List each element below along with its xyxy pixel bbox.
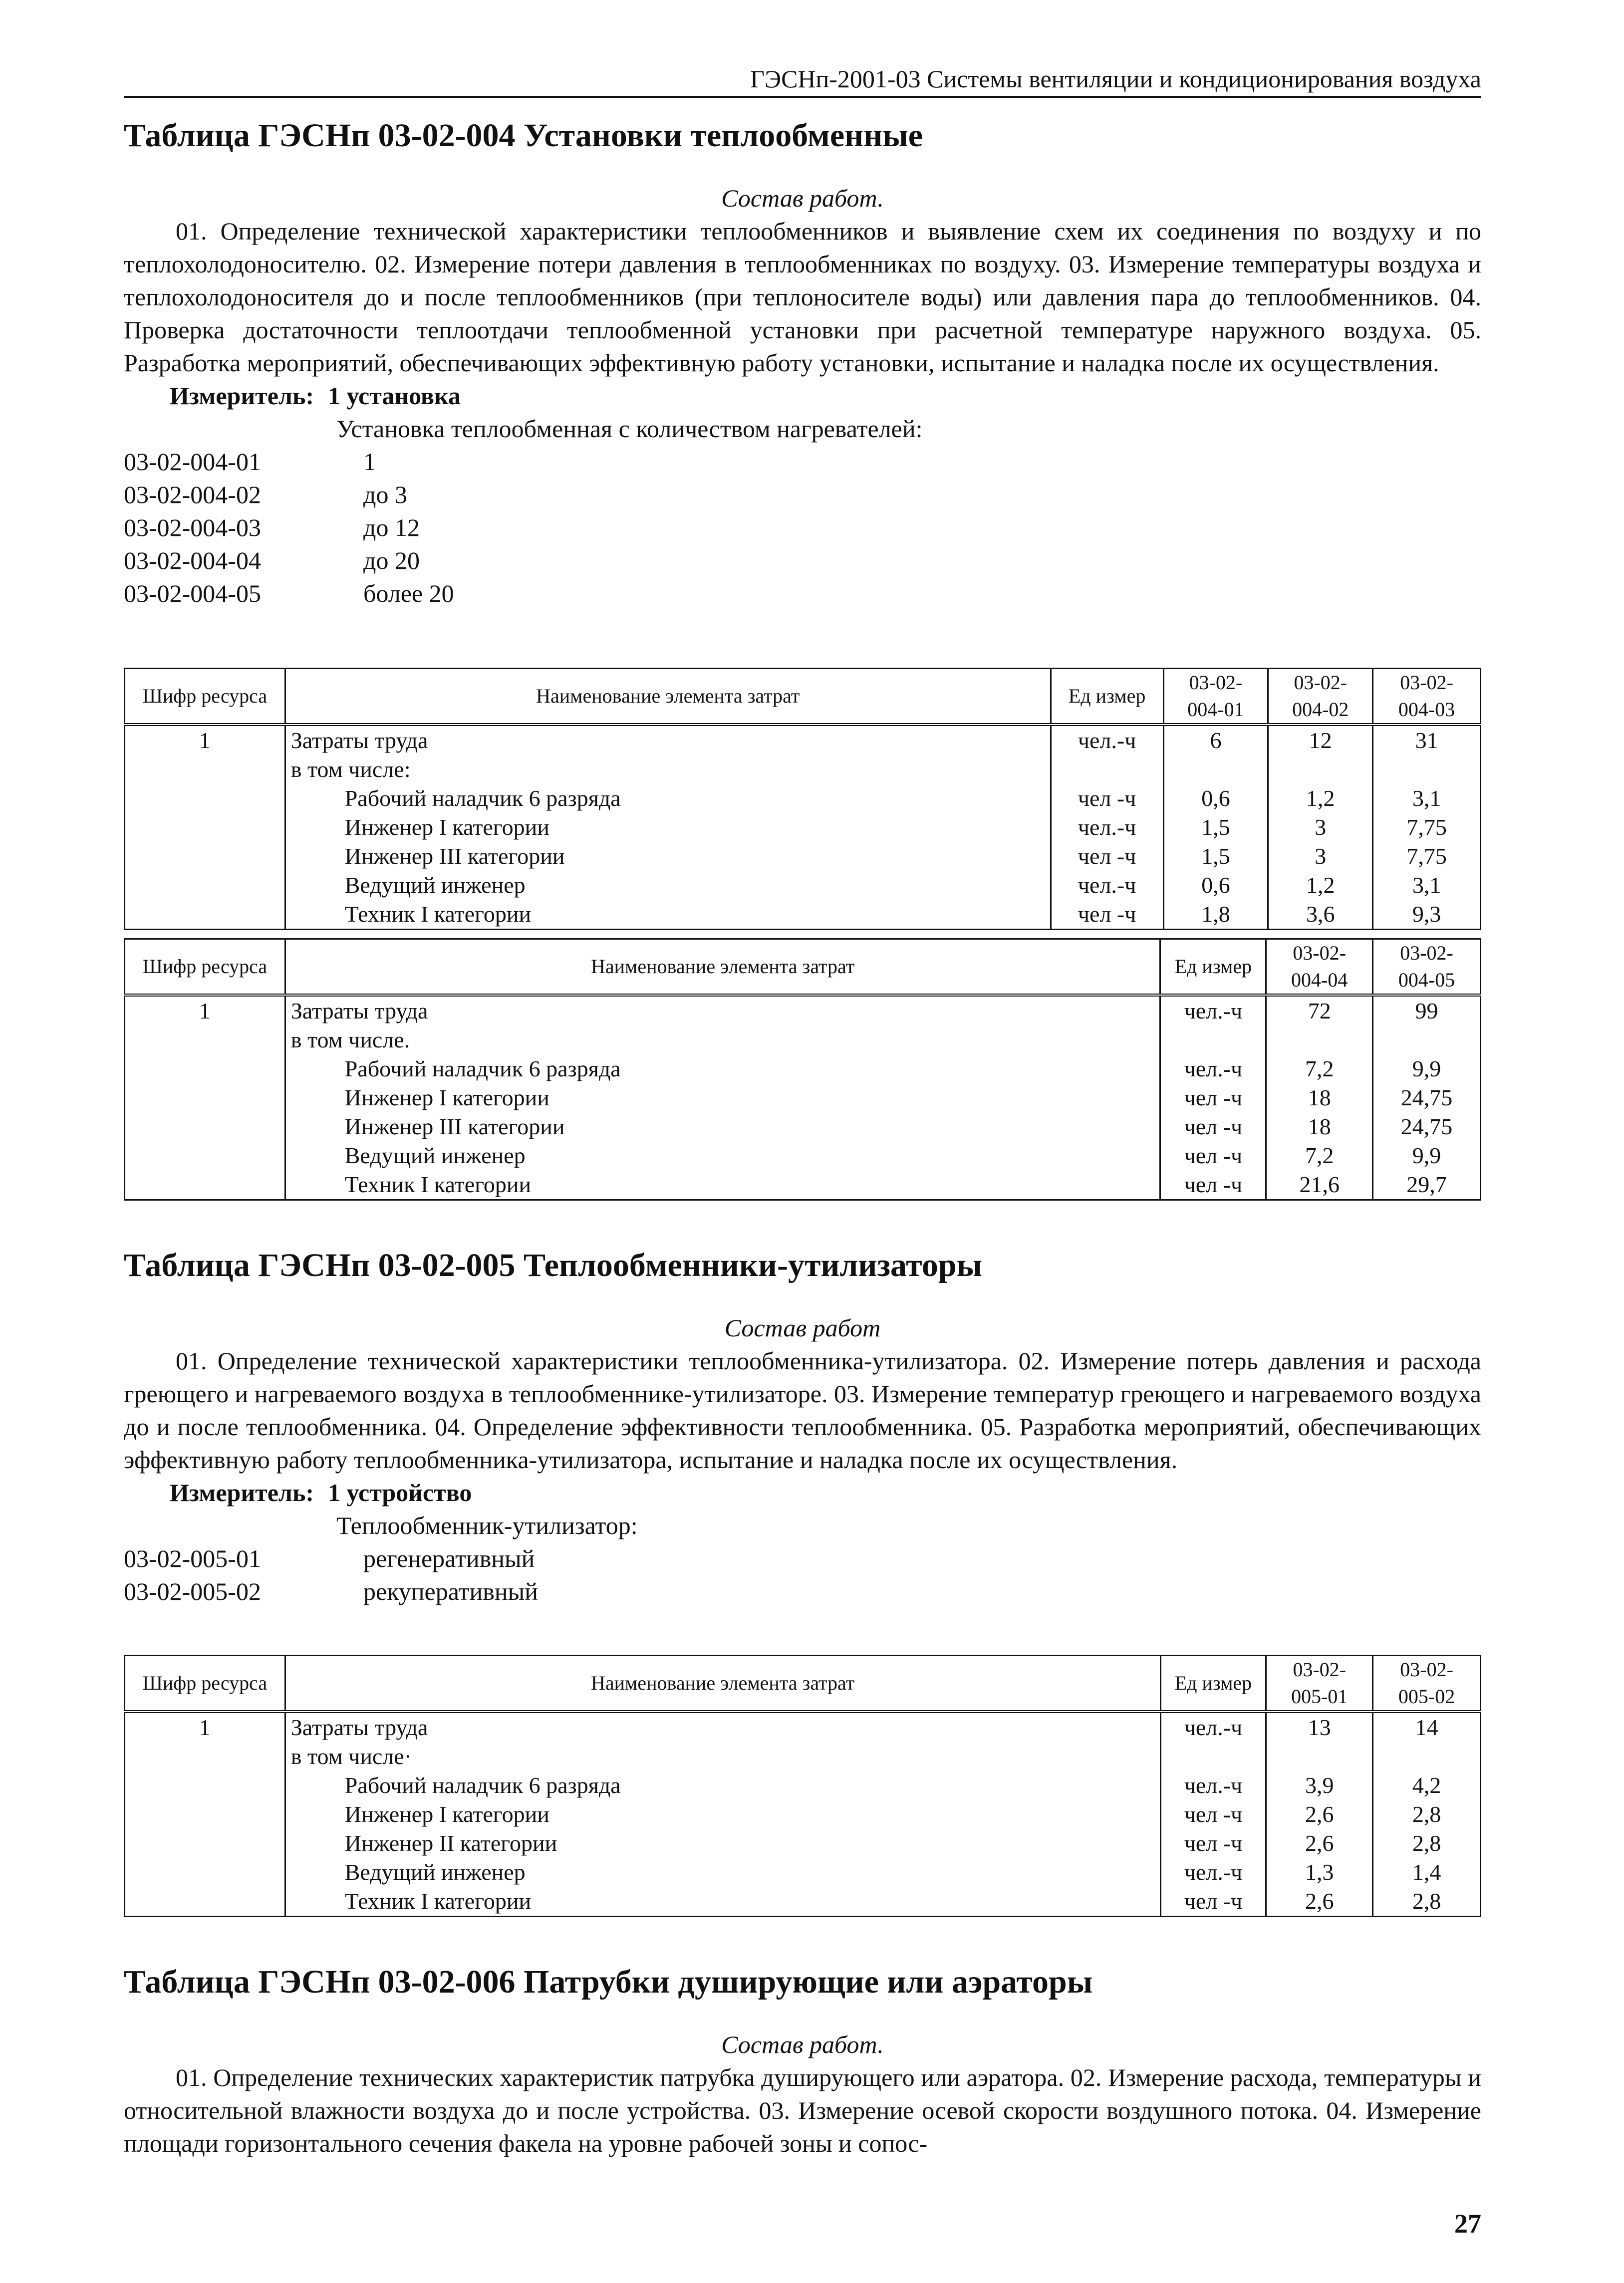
- table-row: [125, 1712, 1481, 1742]
- row-unit-cell: чел -ч: [1160, 1887, 1266, 1917]
- row-value-cell: 1,5: [1163, 813, 1268, 842]
- row-value-cell: 31: [1373, 725, 1481, 755]
- row-name-cell: Инженер I категории: [285, 813, 1051, 842]
- column-header-name: Наименование элемента затрат: [285, 669, 1051, 725]
- table-row: [125, 1083, 1481, 1112]
- column-header-variant: 03-02- 004-02: [1268, 669, 1373, 725]
- column-header-unit: Ед измер: [1051, 669, 1163, 725]
- variant-code: 03-02-004-03: [124, 513, 261, 541]
- table-row: [125, 1742, 1481, 1771]
- composition-text: 01. Определение технической характеристики теплообменников и выявление схем их соединения по воздуху и по теплохолодоносителю. 02. Измерение потери давления в теплообменниках по воздуху. 03. Измерение температуры воздуха и теплохолодоносителя до и после теплообменников (при теплоносителе воды) или давления пара до теплообменников. 04. Проверка достаточности теплоотдачи теплообменной установки при расчетной температуре наружного воздуха. 05. Разработка мероприятий, обеспечивающих эффективную работу установки, испытание и наладка после их осуществления.: [124, 217, 1481, 377]
- column-header-variant: 03-02- 004-03: [1373, 669, 1481, 725]
- row-unit-cell: чел.-ч: [1160, 1712, 1266, 1742]
- table-row: [125, 871, 1481, 900]
- row-value-cell: 2,8: [1373, 1829, 1481, 1858]
- measure-line: [170, 379, 1481, 412]
- table-body: [125, 995, 1481, 1200]
- composition-title: Состав работ.: [721, 2030, 884, 2058]
- row-code-cell: [125, 1083, 285, 1112]
- row-value-cell: 1,2: [1268, 871, 1373, 900]
- row-value-cell: 3,1: [1373, 784, 1481, 813]
- variant-item: [124, 1542, 1481, 1575]
- composition-text: 01. Определение технической характеристики теплообменника-утилизатора. 02. Измерение потерь давления и расхода греющего и нагреваемого воздуха в теплообменнике-утилизаторе. 03. Измерение температур греющего и нагреваемого воздуха до и после теплообменника. 04. Определение эффективности теплообменника. 05. Разработка мероприятий, обеспечивающих эффективную работу теплообменника-утилизатора, испытание и наладка после их осуществления.: [124, 1347, 1481, 1474]
- table-body: [125, 1712, 1481, 1917]
- row-name-cell: Ведущий инженер: [285, 1858, 1160, 1887]
- table-row: [125, 1170, 1481, 1200]
- row-unit-cell: [1160, 1742, 1266, 1771]
- row-unit-cell: чел.-ч: [1160, 1858, 1266, 1887]
- table-row: [125, 900, 1481, 930]
- row-unit-cell: чел -ч: [1160, 1083, 1266, 1112]
- running-header: ГЭСНп-2001-03 Системы вентиляции и кондиционирования воздуха: [124, 64, 1481, 98]
- row-value-cell: 3: [1268, 842, 1373, 871]
- row-code-cell: [125, 871, 285, 900]
- table-row: [125, 1829, 1481, 1858]
- row-value-cell: 9,3: [1373, 900, 1481, 930]
- table-body: [125, 725, 1481, 930]
- row-code-cell: [125, 1170, 285, 1200]
- variant-item: [124, 478, 1481, 511]
- composition-text: 01. Определение технических характеристик патрубка душирующего или аэратора. 02. Измерение расхода, температуры и относительной влажности воздуха до и после устройства. 03. Измерение осевой скорости воздушного потока. 04. Измерение площади горизонтального сечения факела на уровне рабочей зоны и сопос-: [124, 2063, 1481, 2157]
- row-code-cell: [125, 900, 285, 930]
- section-03-02-006: [124, 1962, 1481, 2160]
- row-value-cell: 3: [1268, 813, 1373, 842]
- measure-value: 1 устройство: [328, 1479, 472, 1507]
- row-value-cell: 72: [1266, 995, 1373, 1025]
- row-name-cell: Техник I категории: [285, 900, 1051, 930]
- row-unit-cell: чел -ч: [1051, 842, 1163, 871]
- variant-list: [124, 445, 1481, 610]
- row-code-cell: [125, 1887, 285, 1917]
- table-row: [125, 1025, 1481, 1054]
- variant-code: 03-02-004-04: [124, 546, 261, 574]
- row-unit-cell: чел.-ч: [1160, 995, 1266, 1025]
- row-value-cell: 4,2: [1373, 1771, 1481, 1800]
- row-name-cell: Техник I категории: [285, 1170, 1160, 1200]
- row-value-cell: 18: [1266, 1112, 1373, 1141]
- row-unit-cell: чел -ч: [1160, 1141, 1266, 1170]
- variant-item: [124, 511, 1481, 544]
- row-code-cell: 1: [125, 725, 285, 755]
- row-code-cell: [125, 1858, 285, 1887]
- row-value-cell: 99: [1373, 995, 1481, 1025]
- variant-value: рекуперативный: [363, 1577, 538, 1605]
- row-value-cell: 9,9: [1373, 1141, 1481, 1170]
- row-code-cell: [125, 1771, 285, 1800]
- column-header-code: Шифр ресурса: [125, 669, 285, 725]
- row-name-cell: Инженер II категории: [285, 1829, 1160, 1858]
- page-number: 27: [1454, 2209, 1481, 2239]
- row-name-cell: Затраты труда: [285, 1712, 1160, 1742]
- row-value-cell: [1266, 1742, 1373, 1771]
- row-value-cell: 3,1: [1373, 871, 1481, 900]
- table-row: [125, 813, 1481, 842]
- row-name-cell: Инженер I категории: [285, 1800, 1160, 1829]
- variant-heading: Теплообменник-утилизатор:: [336, 1512, 638, 1539]
- column-header-variant: 03-02- 005-02: [1373, 1656, 1481, 1712]
- resource-table-004-part2: [124, 938, 1481, 1201]
- column-header-unit: Ед измер: [1160, 1656, 1266, 1712]
- variant-value: регенеративный: [363, 1544, 535, 1572]
- column-header-unit: Ед измер: [1160, 939, 1266, 996]
- row-value-cell: 12: [1268, 725, 1373, 755]
- row-name-cell: в том числе.: [285, 1025, 1160, 1054]
- row-unit-cell: чел -ч: [1160, 1829, 1266, 1858]
- row-value-cell: [1373, 755, 1481, 784]
- variant-code: 03-02-005-02: [124, 1577, 261, 1605]
- row-unit-cell: чел -ч: [1051, 784, 1163, 813]
- variant-item: [124, 544, 1481, 577]
- row-code-cell: [125, 1025, 285, 1054]
- resource-table-004-part1: [124, 668, 1481, 930]
- column-header-variant: 03-02- 004-01: [1163, 669, 1268, 725]
- variant-code: 03-02-004-02: [124, 481, 261, 508]
- row-unit-cell: [1051, 755, 1163, 784]
- row-value-cell: 3,9: [1266, 1771, 1373, 1800]
- row-unit-cell: чел -ч: [1160, 1112, 1266, 1141]
- row-name-cell: Инженер III категории: [285, 842, 1051, 871]
- row-code-cell: [125, 1054, 285, 1083]
- column-header-variant: 03-02- 005-01: [1266, 1656, 1373, 1712]
- table-row: [125, 725, 1481, 755]
- row-value-cell: 6: [1163, 725, 1268, 755]
- row-value-cell: 1,2: [1268, 784, 1373, 813]
- variant-code: 03-02-005-01: [124, 1544, 261, 1572]
- row-code-cell: [125, 1742, 285, 1771]
- row-unit-cell: чел -ч: [1160, 1170, 1266, 1200]
- row-value-cell: 7,75: [1373, 813, 1481, 842]
- row-unit-cell: [1160, 1025, 1266, 1054]
- row-value-cell: 2,6: [1266, 1800, 1373, 1829]
- row-value-cell: 1,8: [1163, 900, 1268, 930]
- variant-code: 03-02-004-05: [124, 579, 261, 607]
- table-row: [125, 1858, 1481, 1887]
- row-name-cell: Ведущий инженер: [285, 1141, 1160, 1170]
- row-name-cell: Техник I категории: [285, 1887, 1160, 1917]
- row-name-cell: в том числе·: [285, 1742, 1160, 1771]
- row-name-cell: Рабочий наладчик 6 разряда: [285, 1771, 1160, 1800]
- table-row: [125, 1771, 1481, 1800]
- variant-value: до 20: [363, 546, 420, 574]
- column-header-variant: 03-02- 004-04: [1266, 939, 1373, 996]
- row-value-cell: [1373, 1025, 1481, 1054]
- row-name-cell: Инженер III категории: [285, 1112, 1160, 1141]
- row-code-cell: 1: [125, 995, 285, 1025]
- resource-table-005: [124, 1655, 1481, 1917]
- row-value-cell: 14: [1373, 1712, 1481, 1742]
- row-value-cell: 7,2: [1266, 1141, 1373, 1170]
- table-row: [125, 1141, 1481, 1170]
- row-value-cell: [1373, 1742, 1481, 1771]
- variant-value: 1: [363, 448, 376, 476]
- row-name-cell: Затраты труда: [285, 725, 1051, 755]
- row-code-cell: [125, 1829, 285, 1858]
- composition-title: Состав работ: [724, 1314, 881, 1342]
- column-header-name: Наименование элемента затрат: [285, 939, 1160, 996]
- row-value-cell: 2,8: [1373, 1887, 1481, 1917]
- row-code-cell: [125, 784, 285, 813]
- row-value-cell: 2,6: [1266, 1829, 1373, 1858]
- measure-label: Измеритель:: [170, 1479, 314, 1507]
- row-name-cell: в том числе:: [285, 755, 1051, 784]
- row-value-cell: 7,2: [1266, 1054, 1373, 1083]
- variant-item: [124, 577, 1481, 610]
- row-value-cell: 9,9: [1373, 1054, 1481, 1083]
- row-name-cell: Рабочий наладчик 6 разряда: [285, 784, 1051, 813]
- row-value-cell: 0,6: [1163, 784, 1268, 813]
- row-code-cell: [125, 813, 285, 842]
- row-value-cell: 2,8: [1373, 1800, 1481, 1829]
- variant-code: 03-02-004-01: [124, 448, 261, 476]
- column-header-name: Наименование элемента затрат: [285, 1656, 1160, 1712]
- row-unit-cell: чел.-ч: [1051, 813, 1163, 842]
- column-header-code: Шифр ресурса: [125, 1656, 285, 1712]
- row-value-cell: 3,6: [1268, 900, 1373, 930]
- table-row: [125, 755, 1481, 784]
- table-row: [125, 1112, 1481, 1141]
- variant-value: до 3: [363, 481, 407, 508]
- variant-list: [124, 1542, 1481, 1608]
- row-unit-cell: чел.-ч: [1160, 1054, 1266, 1083]
- composition-title: Состав работ.: [721, 184, 884, 212]
- row-value-cell: 1,3: [1266, 1858, 1373, 1887]
- measure-value: 1 установка: [328, 382, 461, 410]
- row-name-cell: Рабочий наладчик 6 разряда: [285, 1054, 1160, 1083]
- row-value-cell: 1,4: [1373, 1858, 1481, 1887]
- table-row: [125, 842, 1481, 871]
- row-value-cell: 24,75: [1373, 1112, 1481, 1141]
- row-code-cell: [125, 1141, 285, 1170]
- row-code-cell: [125, 755, 285, 784]
- row-code-cell: [125, 842, 285, 871]
- row-value-cell: 2,6: [1266, 1887, 1373, 1917]
- row-value-cell: 13: [1266, 1712, 1373, 1742]
- column-header-variant: 03-02- 004-05: [1373, 939, 1481, 996]
- table-title: Таблица ГЭСНп 03-02-004 Установки теплообменные: [124, 117, 923, 154]
- row-name-cell: Ведущий инженер: [285, 871, 1051, 900]
- row-value-cell: [1266, 1025, 1373, 1054]
- row-unit-cell: чел -ч: [1160, 1800, 1266, 1829]
- table-row: [125, 1887, 1481, 1917]
- row-unit-cell: чел.-ч: [1051, 871, 1163, 900]
- measure-label: Измеритель:: [170, 382, 314, 410]
- section-03-02-005: [124, 1246, 1481, 1608]
- measure-line: [170, 1476, 1481, 1509]
- row-value-cell: 21,6: [1266, 1170, 1373, 1200]
- row-code-cell: [125, 1112, 285, 1141]
- row-value-cell: 1,5: [1163, 842, 1268, 871]
- row-unit-cell: чел.-ч: [1160, 1771, 1266, 1800]
- row-value-cell: [1163, 755, 1268, 784]
- variant-item: [124, 445, 1481, 478]
- column-header-code: Шифр ресурса: [125, 939, 285, 996]
- variant-item: [124, 1575, 1481, 1608]
- row-value-cell: 7,75: [1373, 842, 1481, 871]
- variant-value: более 20: [363, 579, 454, 607]
- row-code-cell: 1: [125, 1712, 285, 1742]
- variant-value: до 12: [363, 513, 420, 541]
- row-value-cell: 29,7: [1373, 1170, 1481, 1200]
- section-03-02-004: [124, 116, 1481, 610]
- row-unit-cell: чел -ч: [1051, 900, 1163, 930]
- row-value-cell: 24,75: [1373, 1083, 1481, 1112]
- table-row: [125, 1800, 1481, 1829]
- table-title: Таблица ГЭСНп 03-02-005 Теплообменники-утилизаторы: [124, 1247, 983, 1283]
- row-unit-cell: чел.-ч: [1051, 725, 1163, 755]
- row-name-cell: Инженер I категории: [285, 1083, 1160, 1112]
- row-value-cell: 0,6: [1163, 871, 1268, 900]
- row-value-cell: 18: [1266, 1083, 1373, 1112]
- table-title: Таблица ГЭСНп 03-02-006 Патрубки душирующие или аэраторы: [124, 1964, 1093, 2000]
- row-value-cell: [1268, 755, 1373, 784]
- variant-heading: Установка теплообменная с количеством нагревателей:: [336, 415, 923, 443]
- row-name-cell: Затраты труда: [285, 995, 1160, 1025]
- table-row: [125, 784, 1481, 813]
- row-code-cell: [125, 1800, 285, 1829]
- table-row: [125, 995, 1481, 1025]
- table-row: [125, 1054, 1481, 1083]
